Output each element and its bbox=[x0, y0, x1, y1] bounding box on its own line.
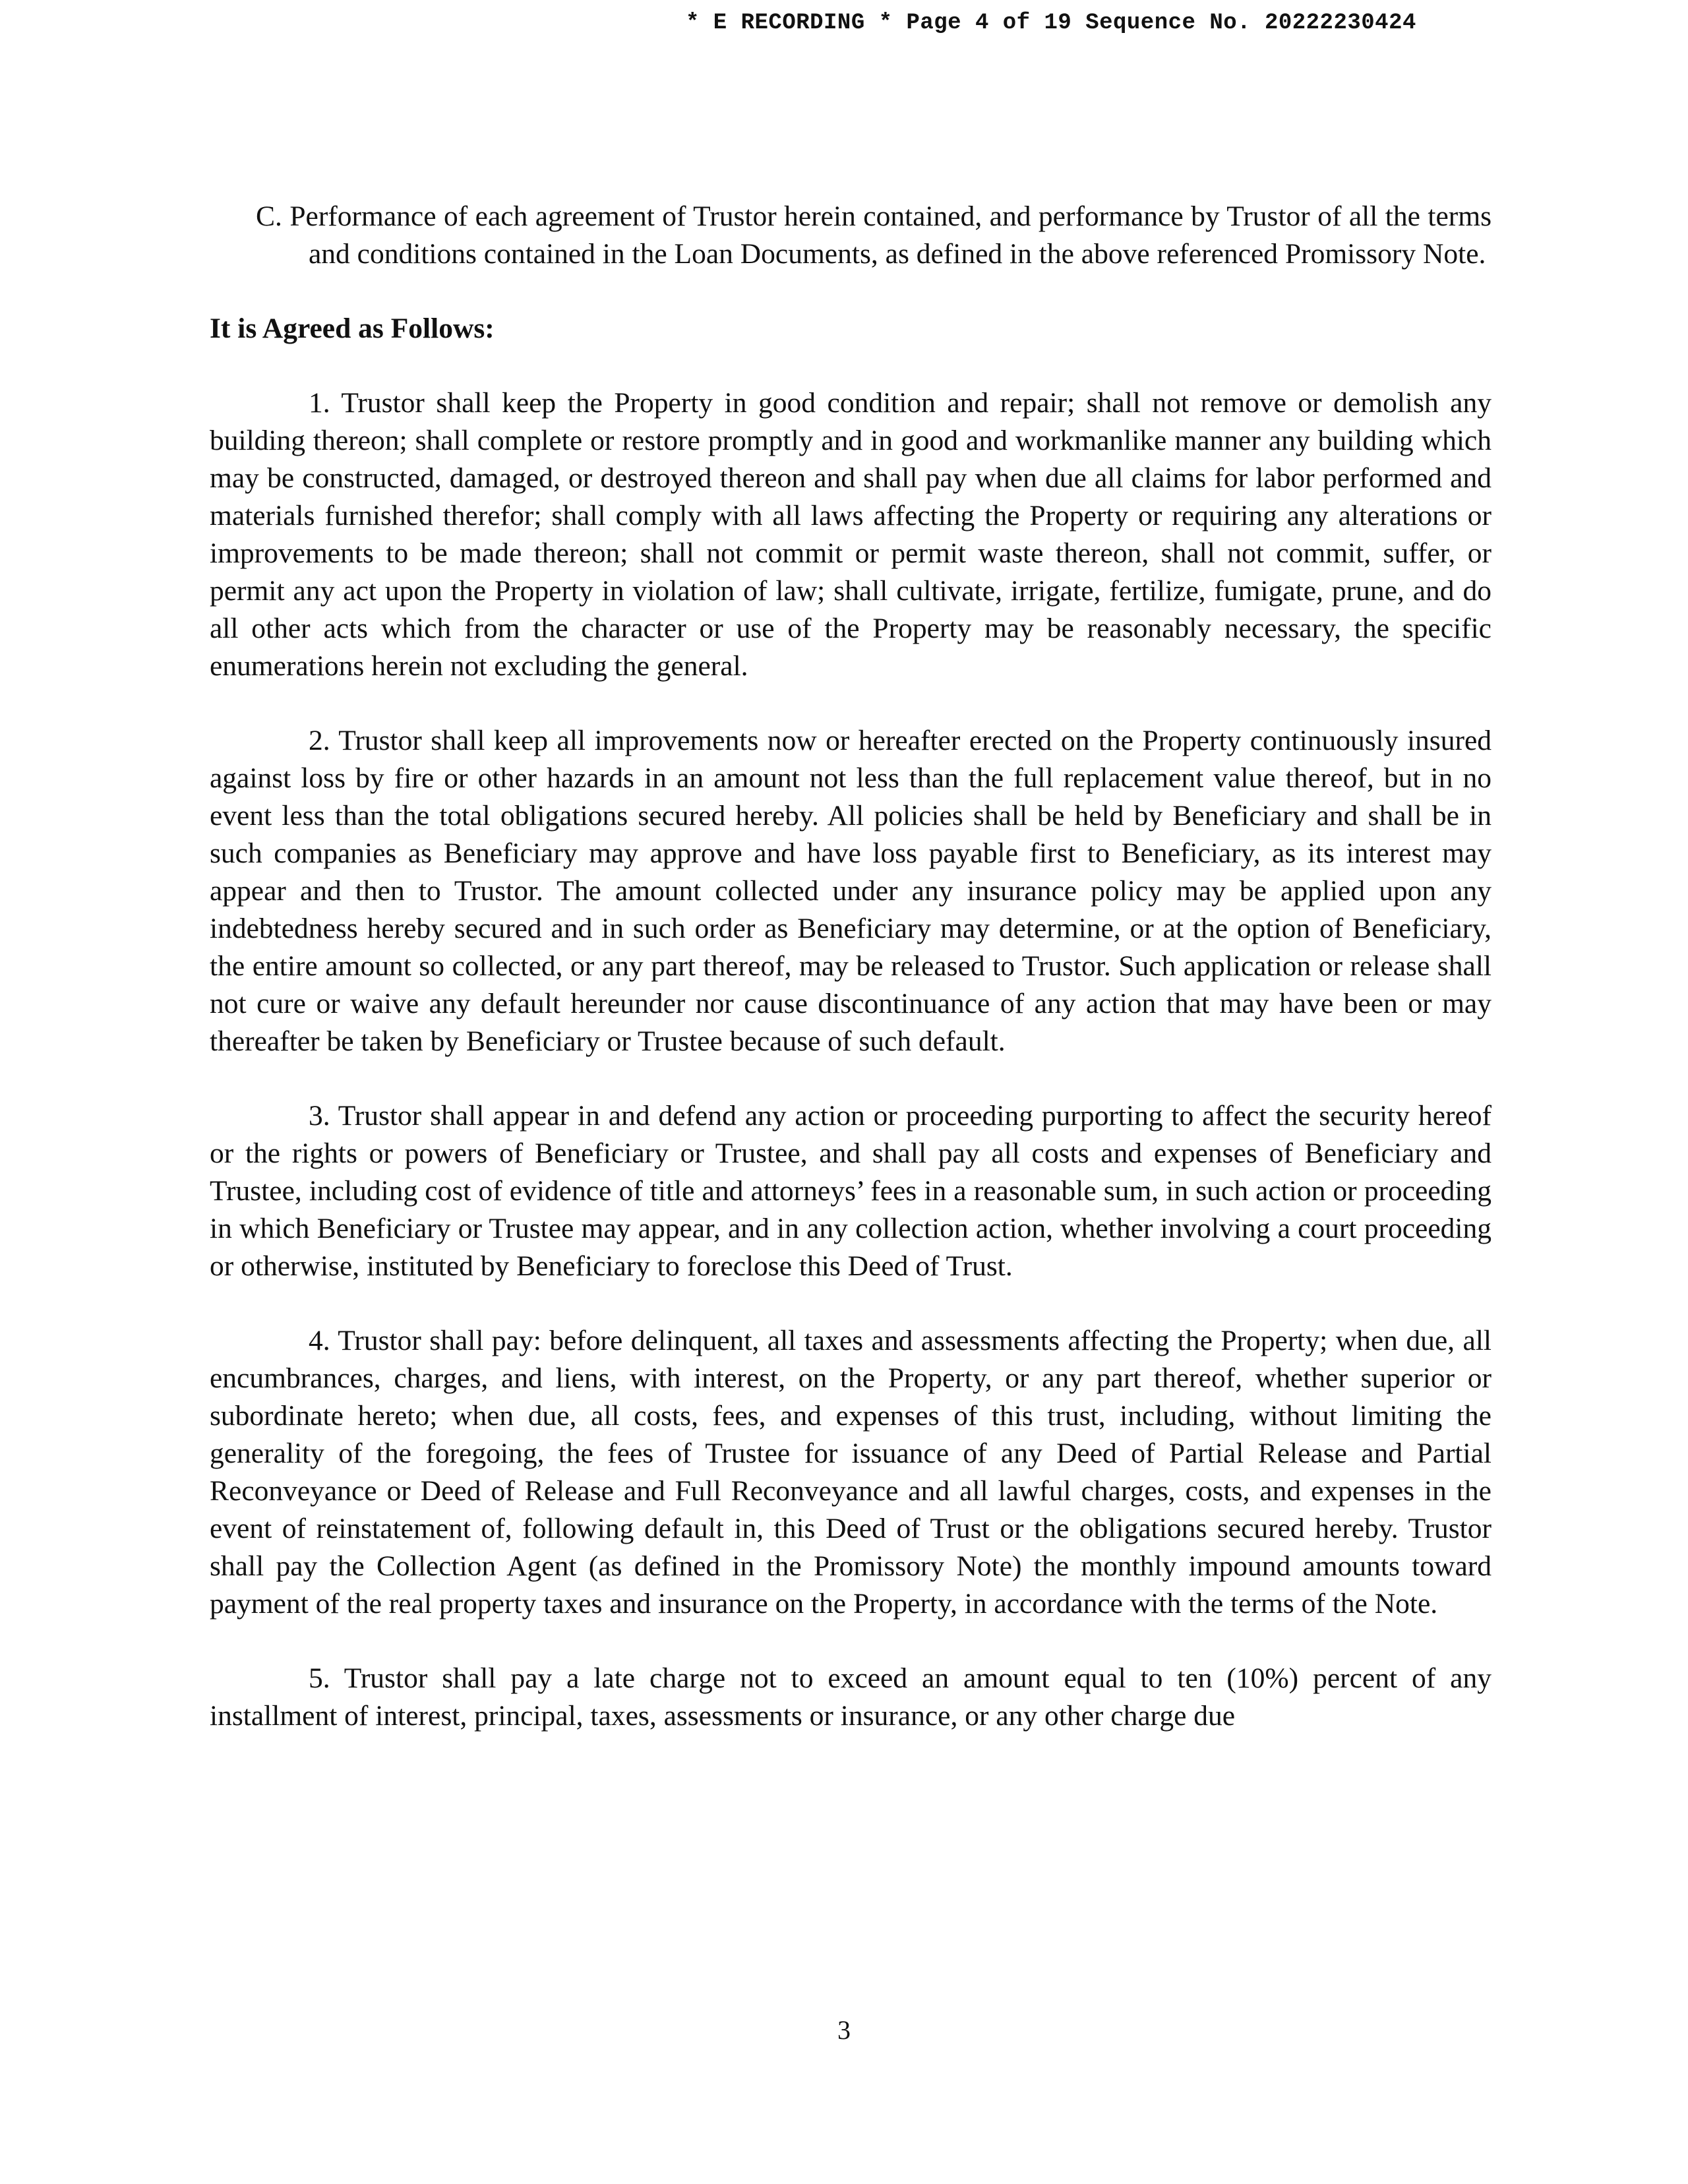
paragraph-5: 5. Trustor shall pay a late charge not to exceed an amount equal to ten (10%) percent of any installment of interest, principal, taxes, assessments or insurance, or any other charge due bbox=[210, 1662, 1492, 1732]
paragraph-3: 3. Trustor shall appear in and defend any action or proceeding purporting to affect the security hereof or the rights or powers of Beneficiary or Trustee, and shall pay all costs and expenses of Beneficiary and Trustee, including cost of evidence of title and attorneys’ fees in a reasonable sum, in such action or proceeding in which Beneficiary or Trustee may appear, and in any collection action, whether involving a court proceeding or otherwise, instituted by Beneficiary to foreclose this Deed of Trust. bbox=[210, 1100, 1492, 1282]
paragraph-1: 1. Trustor shall keep the Property in good condition and repair; shall not remove or demolish any building thereon; shall complete or restore promptly and in good and workmanlike manner any building which may be constructed, damaged, or destroyed thereon and shall pay when due all claims for labor performed and materials furnished therefor; shall comply with all laws affecting the Property or requiring any alterations or improvements to be made thereon; shall not commit or permit waste thereon, shall not commit, suffer, or permit any act upon the Property in violation of law; shall cultivate, irrigate, fertilize, fumigate, prune, and do all other acts which from the character or use of the Property may be reasonably necessary, the specific enumerations herein not excluding the general. bbox=[210, 387, 1492, 682]
paragraph-2: 2. Trustor shall keep all improvements now or hereafter erected on the Property continuously insured against loss by fire or other hazards in an amount not less than the full replacement value thereof, but in no event less than the total obligations secured hereby. All policies shall be held by Beneficiary and shall be in such companies as Beneficiary may approve and have loss payable first to Beneficiary, as its interest may appear and then to Trustor. The amount collected under any insurance policy may be applied upon any indebtedness hereby secured and in such order as Beneficiary may determine, or at the option of Beneficiary, the entire amount so collected, or any part thereof, may be released to Trustor. Such application or release shall not cure or waive any default hereunder nor cause discontinuance of any action that may have been or may thereafter be taken by Beneficiary or Trustee because of such default. bbox=[210, 725, 1492, 1057]
document-body bbox=[210, 198, 1492, 1735]
section-heading: It is Agreed as Follows: bbox=[210, 313, 495, 344]
item-c-paragraph: C. Performance of each agreement of Trustor herein contained, and performance by Trustor of all the terms and conditions contained in the Loan Documents, as defined in the above referenced Promissory Note. bbox=[256, 200, 1492, 270]
paragraph-4: 4. Trustor shall pay: before delinquent, all taxes and assessments affecting the Property; when due, all encumbrances, charges, and liens, with interest, on the Property, or any part thereof, whether superior or subordinate hereto; when due, all costs, fees, and expenses of this trust, including, without limiting the generality of the foregoing, the fees of Trustee for issuance of any Deed of Partial Release and Partial Reconveyance or Deed of Release and Full Reconveyance and all lawful charges, costs, and expenses in the event of reinstatement of, following default in, this Deed of Trust or the obligations secured hereby. Trustor shall pay the Collection Agent (as defined in the Promissory Note) the monthly impound amounts toward payment of the real property taxes and insurance on the Property, in accordance with the terms of the Note. bbox=[210, 1325, 1492, 1620]
recording-header: * E RECORDING * Page 4 of 19 Sequence No. 20222230424 bbox=[686, 11, 1416, 36]
page-number: 3 bbox=[837, 2015, 851, 2045]
